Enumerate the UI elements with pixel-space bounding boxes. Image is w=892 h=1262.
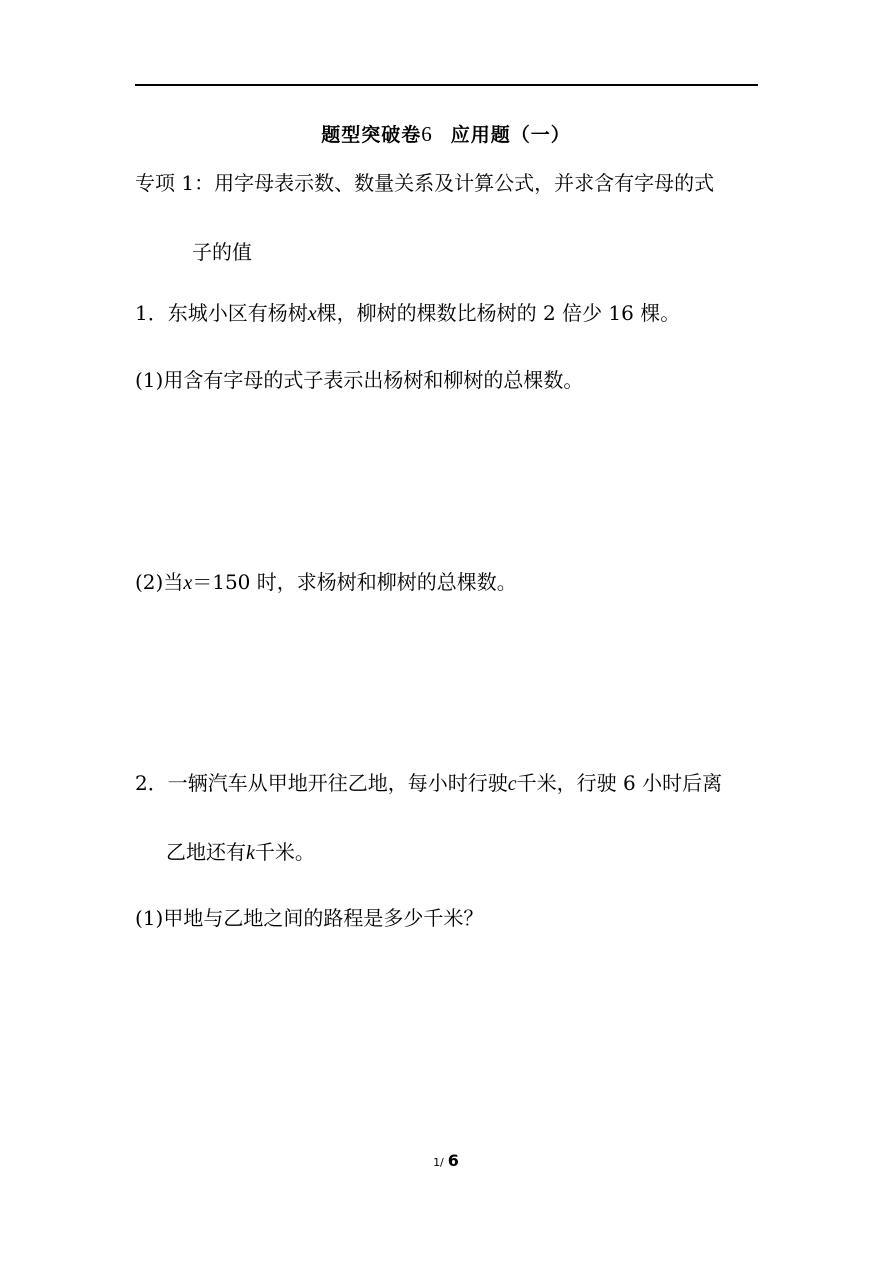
title-prefix: 题型突破卷 — [321, 124, 422, 146]
q1-text-a: 1．东城小区有杨树 — [135, 301, 308, 325]
q2-variable-k: k — [246, 842, 255, 864]
title-number: 6 — [421, 122, 433, 146]
q2-text-b: 千米，行驶 6 小时后离 — [516, 771, 723, 795]
page-title — [0, 121, 892, 148]
section-heading-line2: 子的值 — [192, 240, 252, 264]
q2-text-a: 2．一辆汽车从甲地开往乙地，每小时行驶 — [135, 771, 508, 795]
page-total: 6 — [447, 1151, 459, 1170]
q1-variable-x: x — [307, 303, 317, 325]
section-heading-line1: 专项 1：用字母表示数、数量关系及计算公式，并求含有字母的式 — [135, 171, 715, 195]
question-1-stem — [135, 300, 680, 327]
page-footer — [0, 1151, 892, 1170]
question-2-part-1: (1)甲地与乙地之间的路程是多少千米？ — [135, 906, 484, 930]
question-2-stem-line1 — [135, 770, 722, 797]
q1-part2-variable-x: x — [183, 572, 193, 594]
question-1-part-1: (1)用含有字母的式子表示出杨树和柳树的总棵数。 — [135, 368, 584, 392]
title-suffix: 应用题（一） — [450, 124, 571, 146]
question-2-stem-line2 — [166, 839, 315, 866]
header-rule — [135, 84, 758, 86]
page-number: 1/ — [433, 1156, 444, 1169]
q1-text-b: 棵，柳树的棵数比杨树的 2 倍少 16 棵。 — [316, 301, 681, 325]
question-1-part-2 — [135, 569, 517, 596]
q1-part2-text-a: (2)当 — [135, 570, 184, 594]
q2-variable-c: c — [507, 773, 517, 795]
q1-part2-text-b: ＝150 时，求杨树和柳树的总棵数。 — [192, 570, 517, 594]
q2-text-c: 乙地还有 — [166, 840, 246, 864]
q2-text-d: 千米。 — [254, 840, 315, 864]
